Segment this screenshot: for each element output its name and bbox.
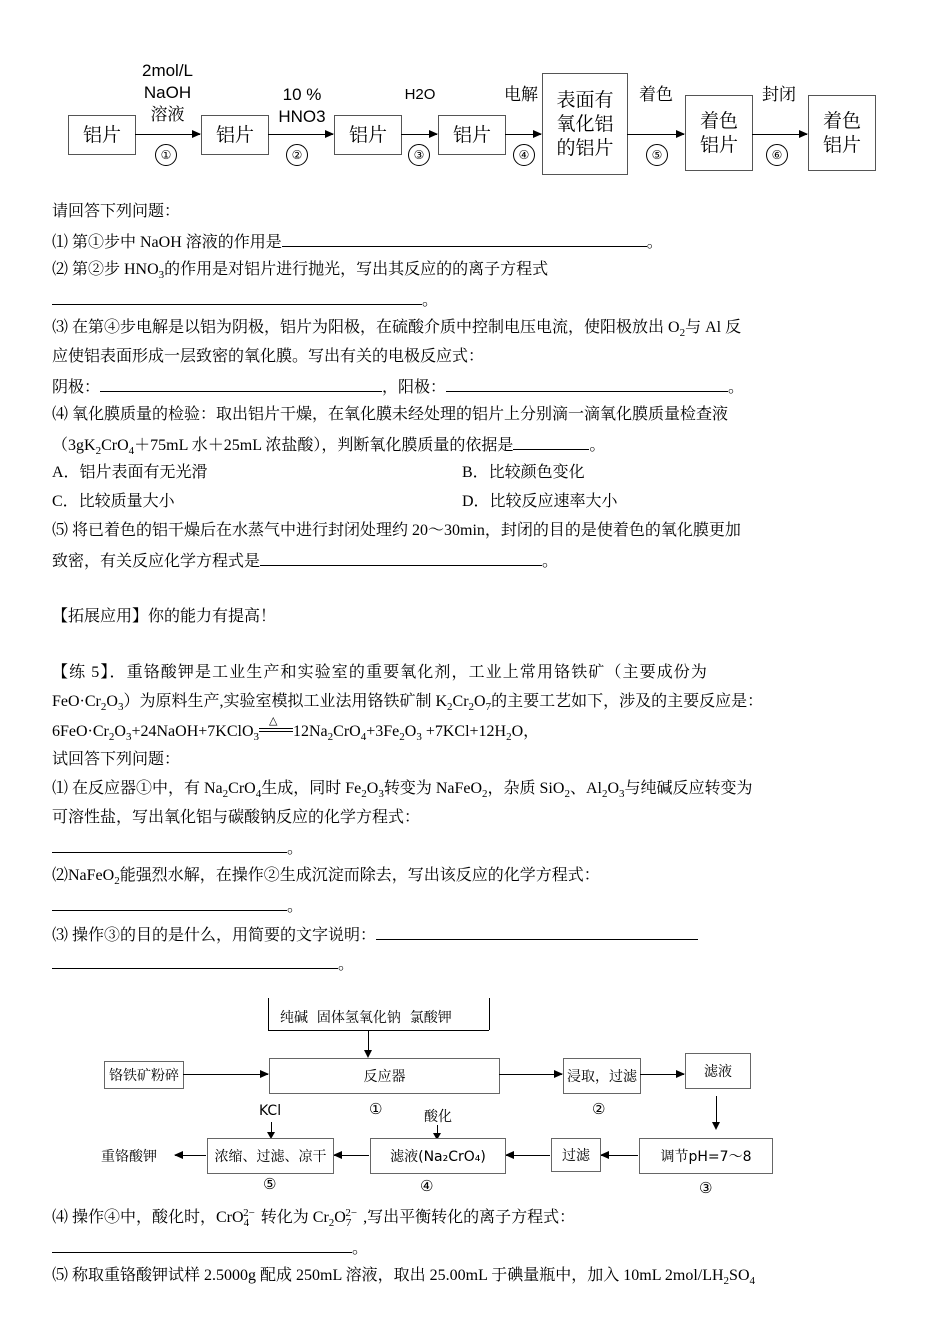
flow1-box-2: 铝片 <box>201 115 269 155</box>
leach-filter-box: 浸取，过滤 <box>563 1058 641 1094</box>
option-a[interactable]: A．铝片表面有无光滑 <box>52 464 208 481</box>
flow1-label-5: 着色 <box>639 85 673 104</box>
kcl-label: KCl <box>259 1103 282 1119</box>
na2cro4-to-conc-arrow <box>334 1155 369 1156</box>
part-3-blank[interactable]: 。 <box>52 952 354 976</box>
flow1-step-6: ⑥ <box>766 144 788 166</box>
filtrate-down-head <box>712 1122 720 1130</box>
option-c[interactable]: C．比较质量大小 <box>52 493 175 510</box>
reagents-label: 纯碱 固体氢氧化钠 氯酸钾 <box>280 1010 452 1026</box>
part-2: ⑵NaFeO$_2$能强烈水解，在操作②生成沉淀而除去，写出该反应的化学方程式： <box>52 867 600 888</box>
question-3-electrodes[interactable]: 阴极： ，阳极： 。 <box>52 375 744 399</box>
exercise-5-line-2: $FeO\cdot Cr_2O_3$）为原料生产,实验室模拟工业法用铬铁矿制 $K_2Cr_2O_7$的主要工艺如下，涉及的主要反应是： <box>52 693 764 714</box>
option-d[interactable]: D．比较反应速率大小 <box>462 493 618 510</box>
question-5: ⑸ 将已着色的铝干燥后在水蒸气中进行封闭处理约 20～30min，封闭的目的是使着色的氧化膜更加 <box>52 522 741 539</box>
flow1-label-1: 2mol/L NaOH 溶液 <box>141 61 194 124</box>
exercise-5-intro: 试回答下列问题： <box>52 751 181 768</box>
flow1-arrow-6 <box>752 134 807 135</box>
filtrate-box: 滤液 <box>685 1053 751 1089</box>
part-2-blank[interactable]: 。 <box>52 894 303 918</box>
questions-intro: 请回答下列问题： <box>52 203 181 220</box>
heating-condition: △ <box>269 715 278 727</box>
step-2-number: ② <box>592 1100 606 1118</box>
exercise-5-equation: $6FeO\cdot Cr_2O_3+24NaOH+7KClO_3$ △ $12Na_2CrO_4+3Fe_2O_3 +7KCl+12H_2O$， <box>52 720 539 743</box>
flow1-box-7: 着色 铝片 <box>808 95 876 171</box>
question-2: ⑵ 第②步 $HNO_3$的作用是对铝片进行抛光，写出其反应的的离子方程式 <box>52 261 549 282</box>
part-1-cont: 可溶性盐，写出氧化铝与碳酸钠反应的化学方程式： <box>52 809 421 826</box>
question-3: ⑶ 在第④步电解是以铝为阴极，铝片为阳极，在硫酸介质中控制电压电流，使阳极放出 $O_2$与 Al 反 <box>52 319 742 340</box>
reactor-box: 反应器 <box>269 1058 500 1094</box>
flow1-step-3: ③ <box>408 144 430 166</box>
filtrate-down-line <box>716 1096 717 1124</box>
question-5-cont[interactable]: 致密，有关反应化学方程式是 。 <box>52 549 558 573</box>
part-5: ⑸ 称取重铬酸钾试样 2.5000g 配成 250mL 溶液，取出 25.00mL 于碘量瓶中，加入 10mL $2mol/LH_2SO_4$ <box>52 1267 755 1288</box>
filter-box: 过滤 <box>551 1138 601 1172</box>
flow1-arrow-2 <box>268 134 333 135</box>
extension-heading: 【拓展应用】你的能力有提高！ <box>52 608 277 625</box>
flow1-step-4: ④ <box>513 144 535 166</box>
exercise-5-line-1: 【练 5】．重铬酸钾是工业生产和实验室的重要氧化剂，工业上常用铬铁矿（主要成份为 <box>52 664 709 681</box>
step-5-number: ⑤ <box>263 1175 277 1193</box>
flow1-label-6: 封闭 <box>762 85 796 104</box>
flow1-step-2: ② <box>286 144 308 166</box>
flow1-box-6: 着色 铝片 <box>685 95 753 171</box>
part-1-blank[interactable]: 。 <box>52 836 303 860</box>
concentrate-box: 浓缩、过滤、凉干 <box>207 1138 334 1174</box>
ore-to-reactor-arrow <box>183 1074 268 1075</box>
flow1-label-3: H2O <box>404 86 436 103</box>
flow1-arrow-4 <box>505 134 541 135</box>
filter-to-na2cro4-arrow <box>506 1155 550 1156</box>
step-4-number: ④ <box>420 1177 434 1195</box>
adjust-ph-box: 调节pH=7～8 <box>639 1138 773 1174</box>
reagent-bracket-bottom <box>268 1030 489 1031</box>
flow1-box-3: 铝片 <box>334 115 402 155</box>
flow1-label-4: 电解 <box>504 85 538 104</box>
reagent-arrow-head <box>364 1050 372 1058</box>
flow1-arrow-1 <box>135 134 200 135</box>
ore-box: 铬铁矿粉碎 <box>104 1061 184 1089</box>
flow1-step-5: ⑤ <box>646 144 668 166</box>
option-b[interactable]: B．比较颜色变化 <box>462 464 585 481</box>
question-2-blank[interactable]: 。 <box>52 288 438 312</box>
part-3[interactable]: ⑶ 操作③的目的是什么，用简要的文字说明： <box>52 923 698 947</box>
flow1-step-1: ① <box>155 144 177 166</box>
question-3-cont: 应使铝表面形成一层致密的氧化膜。写出有关的电极反应式： <box>52 348 485 365</box>
flow1-label-2: 10 % HNO3 <box>278 85 326 126</box>
flow1-arrow-5 <box>627 134 684 135</box>
question-1: ⑴ 第①步中 NaOH 溶液的作用是 。 <box>52 230 663 254</box>
step-1-number: ① <box>369 1100 383 1118</box>
adjust-to-filter-arrow-line <box>601 1155 638 1156</box>
leach-to-filtrate-arrow <box>640 1074 684 1075</box>
flow1-box-5: 表面有 氧化铝 的铝片 <box>542 73 628 175</box>
step-3-number: ③ <box>699 1179 713 1197</box>
acidify-label: 酸化 <box>424 1109 452 1125</box>
flow1-arrow-3 <box>401 134 437 135</box>
conc-to-product-arrow <box>175 1155 206 1156</box>
reagent-bracket-left <box>268 998 269 1030</box>
reactor-to-leach-arrow <box>499 1074 562 1075</box>
question-4-cont[interactable]: （$3gK_2CrO_4+75mL$ 水＋25mL 浓盐酸），判断氧化膜质量的依据是 。 <box>52 433 605 457</box>
part-4-blank[interactable]: 。 <box>52 1236 368 1260</box>
question-4: ⑷ 氧化膜质量的检验：取出铝片干燥，在氧化膜未经处理的铝片上分别滴一滴氧化膜质量检查液 <box>52 406 729 423</box>
flow1-box-1: 铝片 <box>68 115 136 155</box>
na2cro4-filtrate-box: 滤液(Na₂CrO₄) <box>370 1138 506 1174</box>
part-1: ⑴ 在反应器①中，有 $Na_2CrO_4$生成，同时 $Fe_2O_3$转变为 NaFeO$_2$，杂质 SiO$_2$、$Al_2O_3$与纯碱反应转变为 <box>52 780 753 801</box>
product-label: 重铬酸钾 <box>101 1149 157 1165</box>
part-4: ⑷ 操作④中，酸化时，CrO$_4^{2-}$ 转化为 $Cr_2O_7^{2-}$ ,写出平衡转化的离子方程式： <box>52 1206 576 1230</box>
reagent-bracket-right <box>489 998 490 1030</box>
flow1-box-4: 铝片 <box>438 115 506 155</box>
